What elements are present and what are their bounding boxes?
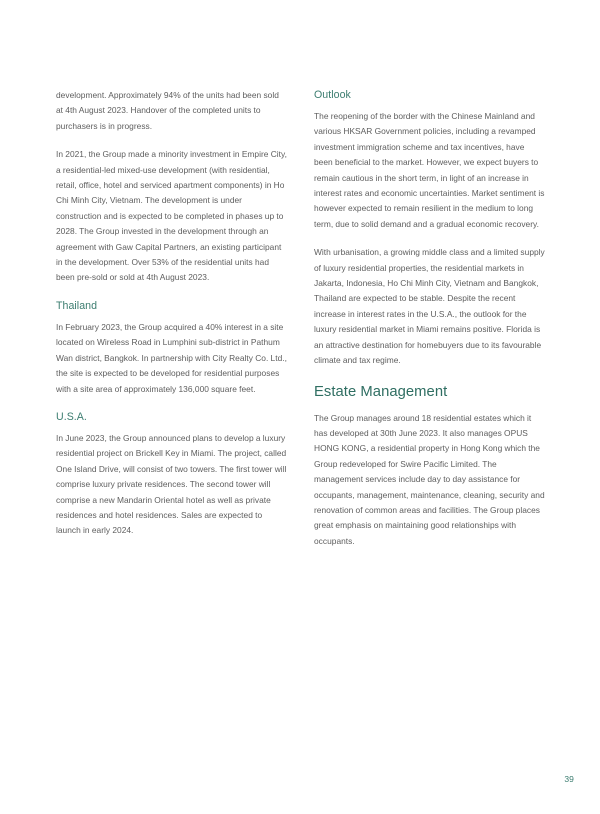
body-paragraph: development. Approximately 94% of the units had been sold at 4th August 2023. Handover of the completed units to purchasers is in progress. <box>56 90 279 131</box>
body-paragraph: In 2021, the Group made a minority investment in Empire City, a residential-led mixed-use development (with residential, retail, office, hotel and serviced apartment components) in Ho Chi Minh City, Vietnam. The development is under construction and is expected to be completed in phases up to 2028. The Group invested in the development through an agreement with Gaw Capital Partners, an existing participant in the development. Over 53% of the residential units had been pre-sold or sold at 4th August 2023. <box>56 149 287 283</box>
two-column-text-layout <box>56 88 544 549</box>
sub-heading: Thailand <box>56 299 98 312</box>
left-text-column <box>56 88 287 539</box>
page-number: 39 <box>564 774 574 784</box>
right-text-column <box>314 88 545 549</box>
sub-heading: U.S.A. <box>56 410 87 423</box>
body-paragraph: In June 2023, the Group announced plans to develop a luxury residential project on Brickell Key in Miami. The project, called One Island Drive, will consist of two towers. The first tower will comprise luxury private residences. The second tower will comprise a new Mandarin Oriental hotel as well as private residences and hotel residences. Sales are expected to launch in early 2024. <box>56 432 287 536</box>
body-paragraph: With urbanisation, a growing middle class and a limited supply of luxury residential properties, the residential markets in Jakarta, Indonesia, Ho Chi Minh City, Vietnam and Bangkok, Thailand are expected to be stable. Despite the recent increase in interest rates in the U.S.A., the outlook for the luxury residential market in Miami remains positive. Florida is an attractive destination for homebuyers due to its favourable climate and tax regime. <box>314 247 545 366</box>
sub-heading: Outlook <box>314 89 351 101</box>
body-paragraph: In February 2023, the Group acquired a 40% interest in a site located on Wireless Road in Lumphini sub-district in Pathum Wan district, Bangkok. In partnership with City Realty Co. Ltd., the site is expected to be developed for residential purposes with a site area of approximately 136,000 square feet. <box>56 321 287 394</box>
body-paragraph: The reopening of the border with the Chinese Mainland and various HKSAR Government policies, including a revamped investment immigration scheme and tax incentives, have been beneficial to the market. However, we expect buyers to remain cautious in the short term, in light of an increase in interest rates and economic uncertainties. Market sentiment is however expected to remain resilient in the medium to long term, due to solid demand and a gradual economic recovery. <box>314 111 545 229</box>
body-paragraph: The Group manages around 18 residential estates which it has developed at 30th June 2023. It also manages OPUS HONG KONG, a residential property in Hong Kong which the Group redeveloped for Swire Pacific Limited. The management services include day to day assistance for occupants, management, maintenance, cleaning, security and renovation of common areas and facilities. The Group places great emphasis on maintaining good relationships with occupants. <box>314 412 545 546</box>
section-heading: Estate Management <box>314 383 448 400</box>
